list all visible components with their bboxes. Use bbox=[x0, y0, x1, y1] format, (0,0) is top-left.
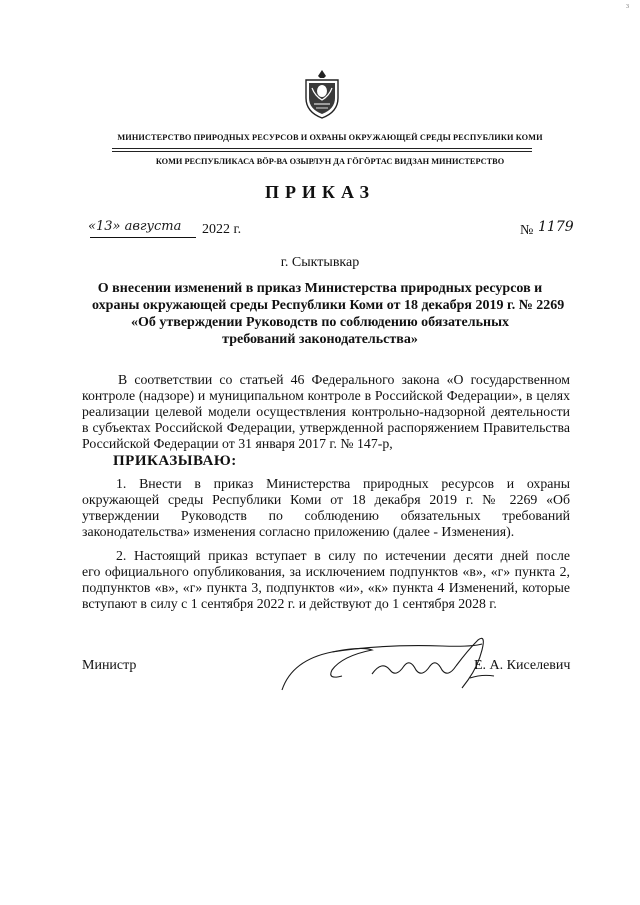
order-item-1 bbox=[82, 476, 570, 540]
signature-block bbox=[82, 655, 592, 695]
order-item-line: 1. Внести в приказ Министерства природных ресурсов и охраны bbox=[116, 476, 570, 491]
date-year: 2022 г. bbox=[202, 222, 242, 237]
preamble-line: Российской Федерации от 31 января 2017 г. № 147-р, bbox=[82, 436, 393, 451]
order-item-line: его официального опубликования, за исключением подпунктов «в», «г» пункта 2, bbox=[82, 564, 570, 579]
document-city: г. Сыктывкар bbox=[280, 255, 360, 270]
header-rule-thick bbox=[112, 148, 532, 149]
order-item-line: подпунктов «в», «г» пункта 3, подпунктов «и», «к» пункта 4 Изменений, которые bbox=[82, 580, 570, 595]
order-item-line: утверждении Руководств по соблюдению обязательных требований bbox=[82, 508, 570, 523]
order-item-line: законодательства» изменения согласно приложению (далее - Изменения). bbox=[82, 524, 515, 539]
order-item-line: окружающей среды Республики Коми от 18 декабря 2019 г. № 2269 «Об bbox=[82, 492, 570, 507]
coat-of-arms-emblem bbox=[302, 66, 342, 120]
number-sign: № bbox=[520, 223, 534, 238]
preamble-paragraph bbox=[82, 372, 570, 452]
ministry-name-russian: МИНИСТЕРСТВО ПРИРОДНЫХ РЕСУРСОВ И ОХРАНЫ ОКРУЖАЮЩЕЙ СРЕДЫ РЕСПУБЛИКИ КОМИ bbox=[117, 133, 543, 142]
subject-line: требований законодательства» bbox=[222, 332, 418, 347]
subject-line: «Об утверждении Руководств по соблюдению обязательных bbox=[131, 315, 509, 330]
ministry-name-komi: КОМИ РЕСПУБЛИКАСА ВӦР-ВА ОЗЫРЛУН ДА ГӦГӦРТАС ВИДЗАН МИНИСТЕРСТВО bbox=[155, 157, 505, 166]
document-number bbox=[520, 219, 600, 245]
order-item-line: 2. Настоящий приказ вступает в силу по истечении десяти дней после bbox=[116, 548, 570, 563]
document-type-title: ПРИКАЗ bbox=[264, 182, 376, 202]
preamble-line: контроле (надзоре) и муниципальном контроле в Российской Федерации», в целях bbox=[82, 388, 570, 403]
preamble-line: в субъектах Российской Федерации, утвержденной распоряжением Правительства bbox=[82, 420, 570, 435]
order-word: ПРИКАЗЫВАЮ: bbox=[113, 453, 237, 469]
subject-line: О внесении изменений в приказ Министерства природных ресурсов и bbox=[97, 281, 543, 296]
document-subject bbox=[92, 280, 565, 348]
signer-title: Министр bbox=[82, 658, 137, 673]
order-item-2 bbox=[82, 548, 570, 612]
subject-line: охраны окружающей среды Республики Коми от 18 декабря 2019 г. № 2269 bbox=[92, 298, 565, 313]
corner-mark: 3 bbox=[626, 4, 629, 10]
header-rule-thin bbox=[112, 151, 532, 152]
order-item-line: вступают в силу с 1 сентября 2022 г. и действуют до 1 сентября 2028 г. bbox=[82, 596, 497, 611]
number-handwritten: 1179 bbox=[538, 219, 574, 235]
date-handwritten: «13» августа bbox=[88, 219, 182, 234]
signer-name: Е. А. Киселевич bbox=[474, 658, 571, 673]
document-date bbox=[88, 219, 268, 245]
preamble-line: реализации целевой модели осуществления контрольно-надзорной деятельности bbox=[82, 404, 570, 419]
date-underline bbox=[90, 237, 196, 238]
preamble-line: В соответствии со статьей 46 Федерального закона «О государственном bbox=[118, 372, 570, 387]
